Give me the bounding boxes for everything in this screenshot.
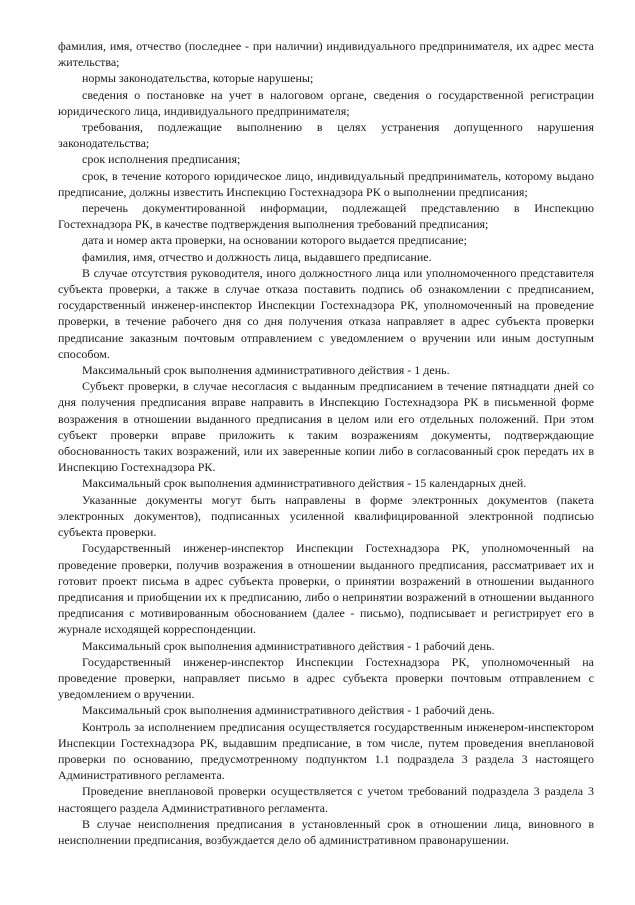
paragraph: срок исполнения предписания;	[82, 152, 241, 167]
paragraph: Указанные документы могут быть направлены в форме электронных документов (пакета электронных документов), подписанных усиленной квалифицированной электронной подписью субъекта проверки.	[58, 492, 594, 540]
paragraph: требования, подлежащие выполнению в целях устранения допущенного нарушения законодательства;	[58, 120, 594, 151]
paragraph: Государственный инженер-инспектор Инспекции Гостехнадзора РК, уполномоченный на проведение проверки, получив возражения в отношении выданного предписания, рассматривает их и готовит проект письма в адрес субъекта проверки, о принятии возражений в отношении выданного предписания и приобщении их к предписанию, либо о непринятии возражений в отношении выданного предписания с мотивированным обоснованием (далее - письмо), подписывает и регистрирует его в журнале исходящей корреспонденции.	[58, 541, 594, 637]
paragraph: Контроль за исполнением предписания осуществляется государственным инженером-инспектором Инспекции Гостехнадзора РК, выдавшим предписание, в том числе, путем проведения внеплановой проверки по основанию, предусмотренному подпунктом 1.1 подраздела 3 раздела 3 настоящего Административного регламента.	[58, 719, 594, 783]
paragraph: сведения о постановке на учет в налоговом органе, сведения о государственной регистрации юридического лица, индивидуального предпринимателя;	[58, 87, 594, 118]
paragraph: В случае неисполнения предписания в установленный срок в отношении лица, виновного в неисполнении предписания, возбуждается дело об административном правонарушении.	[58, 816, 594, 847]
paragraph: фамилия, имя, отчество и должность лица, выдавшего предписание.	[82, 249, 432, 264]
paragraph: Максимальный срок выполнения административного действия - 1 рабочий день.	[82, 638, 495, 653]
paragraph: Максимальный срок выполнения административного действия - 1 рабочий день.	[82, 703, 495, 718]
paragraph: Максимальный срок выполнения административного действия - 15 календарных дней.	[82, 476, 527, 491]
paragraph: перечень документированной информации, подлежащей представлению в Инспекцию Гостехнадзора РК, в качестве подтверждения выполнения требований предписания;	[58, 201, 594, 232]
document-body	[58, 38, 594, 848]
paragraph: В случае отсутствия руководителя, иного должностного лица или уполномоченного представителя субъекта проверки, а также в случае отказа поставить подпись об ознакомлении с предписанием, государственный инженер-инспектор Инспекции Гостехнадзора РК, уполномоченный на проведение проверки, в течение рабочего дня со дня получения отказа направляет в адрес субъекта проверки предписание заказным почтовым отправлением с уведомлением о вручении или иным доступным способом.	[58, 265, 594, 361]
paragraph: фамилия, имя, отчество (последнее - при наличии) индивидуального предпринимателя, их адрес места жительства;	[58, 39, 594, 70]
paragraph: Максимальный срок выполнения административного действия - 1 день.	[82, 363, 450, 378]
paragraph: дата и номер акта проверки, на основании которого выдается предписание;	[82, 233, 467, 248]
paragraph: нормы законодательства, которые нарушены;	[82, 71, 314, 86]
paragraph: Субъект проверки, в случае несогласия с выданным предписанием в течение пятнадцати дней со дня получения предписания вправе направить в Инспекцию Гостехнадзора РК в письменной форме возражения в отношении выданного предписания в целом или его отдельных положений. При этом субъект проверки вправе приложить к таким возражениям документы, подтверждающие обоснованность таких возражений, или их заверенные копии либо в согласованный срок передать их в Инспекцию Гостехнадзора РК.	[58, 379, 594, 475]
paragraph: срок, в течение которого юридическое лицо, индивидуальный предприниматель, которому выдано предписание, должны известить Инспекцию Гостехнадзора РК о выполнении предписания;	[58, 168, 594, 199]
paragraph: Государственный инженер-инспектор Инспекции Гостехнадзора РК, уполномоченный на проведение проверки, направляет письмо в адрес субъекта проверки почтовым отправлением с уведомлением о вручении.	[58, 654, 594, 702]
paragraph: Проведение внеплановой проверки осуществляется с учетом требований подраздела 3 раздела 3 настоящего раздела Административного регламента.	[58, 784, 594, 815]
